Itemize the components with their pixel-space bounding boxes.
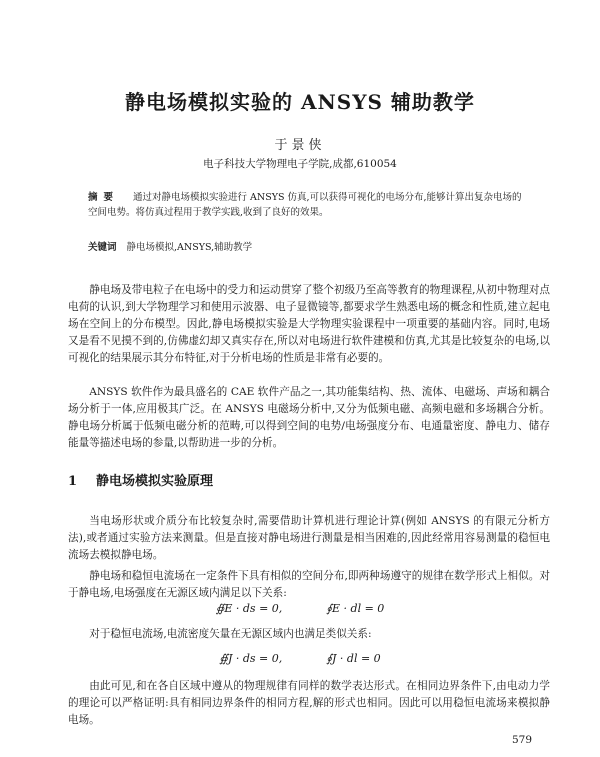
equation-flux: ∯J · ds = 0, — [219, 652, 283, 665]
equation-current-field — [0, 652, 600, 665]
body-paragraph: 对于稳恒电流场,电流密度矢量在无源区域内也满足类似关系: — [89, 628, 372, 640]
section-heading — [68, 470, 213, 489]
body-paragraph: 当电场形状或介质分布比较复杂时,需要借助计算机进行理论计算(例如 ANSYS 的有限元分析方法),或者通过实验方法来测量。但是直接对静电场进行测量是相当困难的,因此经常用容易测量的稳恒电流场去模拟静电场。 — [68, 515, 550, 561]
body-paragraph: 静电场及带电粒子在电场中的受力和运动贯穿了整个初级乃至高等教育的物理课程,从初中物理对点电荷的认识,到大学物理学习和使用示波器、电子显微镜等,都要求学生熟悉电场的概念和性质,建立起电场在空间上的分布模型。因此,静电场模拟实验是大学物理实验课程中一项重要的基础内容。同时,电场又是看不见摸不到的,仿佛虚幻却又真实存在,所以对电场进行软件建模和仿真,尤其是比较复杂的电场,以可视化的结果展示其分布特征,对于分析电场的性质是非常有必要的。 — [68, 284, 550, 364]
keywords-text: 静电场模拟,ANSYS,辅助教学 — [126, 242, 253, 253]
equation-circulation: ∮E · dl = 0 — [326, 602, 385, 615]
keywords — [88, 240, 528, 255]
abstract-label: 摘要 — [88, 192, 120, 203]
section-number: 1 — [68, 474, 78, 489]
abstract — [88, 190, 528, 220]
page-number: 579 — [512, 734, 533, 746]
body-paragraph: 静电场和稳恒电流场在一定条件下具有相似的空间分布,即两种场遵守的规律在数学形式上相似。对于静电场,电场强度在无源区域内满足以下关系: — [68, 570, 550, 599]
body-paragraph: ANSYS 软件作为最具盛名的 CAE 软件产品之一,其功能集结构、热、流体、电磁场、声场和耦合场分析于一体,应用极其广泛。在 ANSYS 电磁场分析中,又分为低频电磁、高频电磁和多场耦合分析。静电场分析属于低频电磁分析的范畴,可以得到空间的电势/电场强度分布、电通量密度、静电力、储存能量等描述电场的参量,以帮助进一步的分析。 — [68, 386, 550, 449]
equation-circulation: ∮J · dl = 0 — [326, 652, 381, 665]
section-title: 静电场模拟实验原理 — [96, 474, 214, 489]
equation-flux: ∯E · ds = 0, — [215, 602, 283, 615]
abstract-text: 通过对静电场模拟实验进行 ANSYS 仿真,可以获得可视化的电场分布,能够计算出复杂电场的空间电势。将仿真过程用于教学实践,收到了良好的效果。 — [88, 192, 522, 218]
paper-title: 静电场模拟实验的 ANSYS 辅助教学 — [125, 90, 475, 114]
body-paragraph: 由此可见,和在各自区域中遵从的物理规律有同样的数学表达形式。在相同边界条件下,由电动力学的理论可以严格证明:具有相同边界条件的相同方程,解的形式也相同。因此可以用稳恒电流场来模拟静电场。 — [68, 680, 550, 726]
author-name: 于景侠 — [274, 138, 326, 153]
keywords-label: 关键词 — [88, 242, 117, 253]
author-affiliation: 电子科技大学物理电子学院,成都,610054 — [203, 158, 397, 170]
equation-electrostatic — [0, 602, 600, 615]
